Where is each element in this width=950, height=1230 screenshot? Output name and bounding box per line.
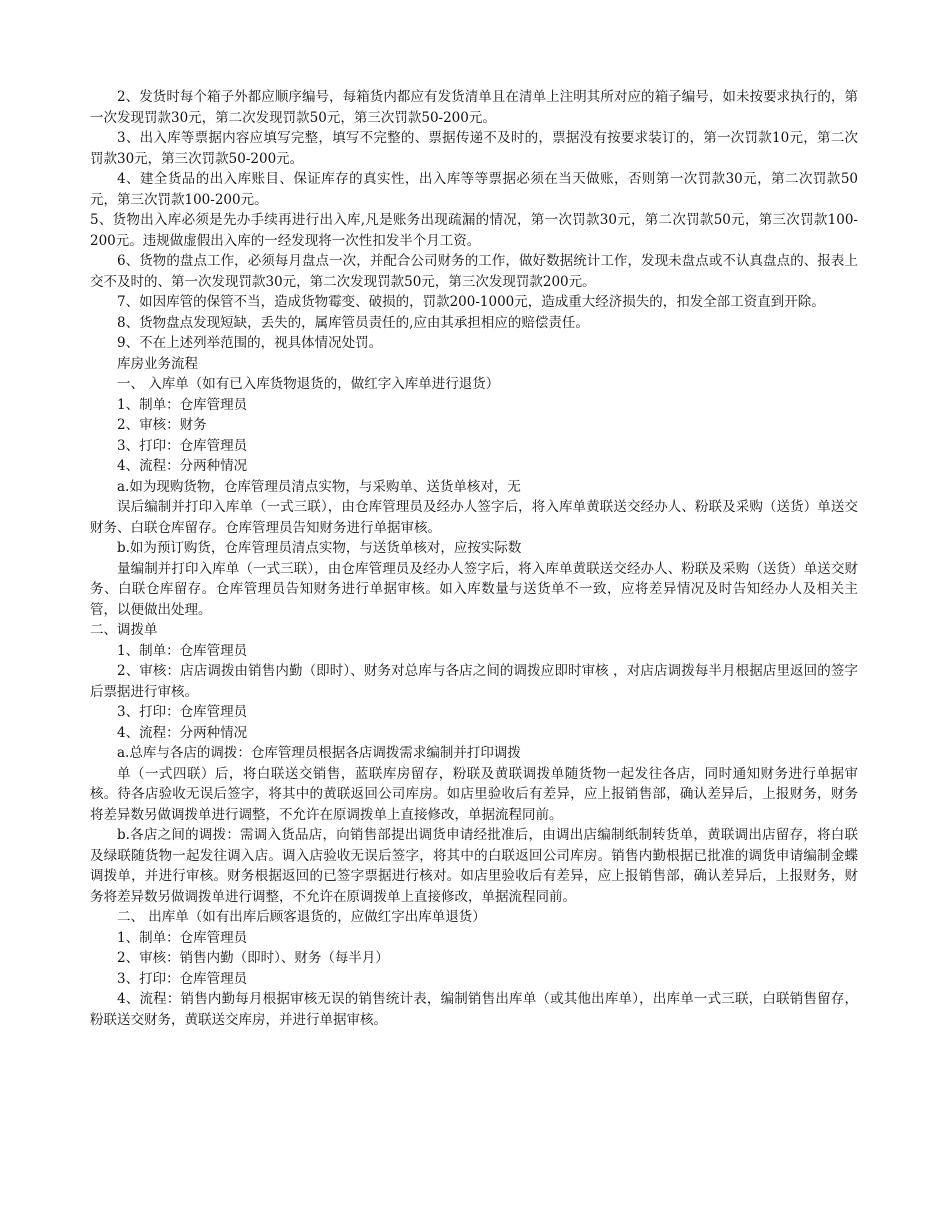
list-item: 3、打印：仓库管理员	[117, 970, 248, 987]
paragraph: 误后编制并打印入库单（一式三联），由仓库管理员及经办人签字后，将入库单黄联送交经办人、粉联及采购（送货）单送交财务、白联仓库留存。仓库管理员告知财务进行单据审核。	[90, 499, 858, 536]
section-heading: 一、 入库单（如有已入库货物退货的，做红字入库单进行退货）	[117, 376, 500, 392]
document-body	[90, 87, 858, 1030]
list-item: 2、审核：店店调拨由销售内勤（即时）、财务对总库与各店之间的调拨应即时审核 ，对店店调拨每半月根据店里返回的签字后票据进行审核。	[90, 663, 858, 700]
list-item: 4、流程：销售内勤每月根据审核无误的销售统计表，编制销售出库单（或其他出库单），出库单一式三联，白联销售留存，粉联送交财务，黄联送交库房，并进行单据审核。	[90, 991, 858, 1028]
list-item: 1、制单：仓库管理员	[117, 929, 248, 946]
paragraph: b.各店之间的调拨：需调入货品店，向销售部提出调货申请经批准后，由调出店编制纸制转货单，黄联调出店留存，将白联及绿联随货物一起发往调入店。调入店验收无误后签字，将其中的白联返回公司库房。销售内勤根据已批准的调货申请编制金蝶调拨单，并进行审核。财务根据返回的已签字票据进行核对。如店里验收后有差异，应上报销售部，确认差异后，上报财务，财务将差异数另做调拨单进行调整，不允许在原调拨单上直接修改，单据流程同前。	[90, 827, 858, 905]
list-item: 3、打印：仓库管理员	[117, 704, 248, 720]
paragraph: 9、不在上述列举范围的，视具体情况处罚。	[117, 335, 383, 351]
list-item: 3、打印：仓库管理员	[117, 437, 248, 454]
paragraph: 5、货物出入库必须是先办手续再进行出入库,凡是账务出现疏漏的情况，第一次罚款30元，第二次罚款50元，第三次罚款100-200元。违规做虚假出入库的一经发现将一次性扣发半个月工资。	[90, 212, 858, 249]
section-heading: 二、 出库单（如有出库后顾客退货的，应做红字出库单退货）	[117, 909, 486, 925]
list-item: 2、审核：财务	[117, 417, 207, 433]
paragraph: a.总库与各店的调拨：仓库管理员根据各店调拨需求编制并打印调拨	[117, 745, 521, 761]
paragraph: 单（一式四联）后，将白联送交销售，蓝联库房留存，粉联及黄联调拨单随货物一起发往各店，同时通知财务进行单据审核。待各店验收无误后签字，将其中的黄联返回公司库房。如店里验收后有差异，应上报销售部，确认差异后，上报财务，财务将差异数另做调拨单进行调整，不允许在原调拨单上直接修改，单据流程同前。	[90, 765, 858, 823]
paragraph: 3、出入库等票据内容应填写完整，填写不完整的、票据传递不及时的，票据没有按要求装订的，第一次罚款10元，第二次罚款30元，第三次罚款50-200元。	[90, 130, 858, 167]
paragraph: 4、建全货品的出入库账目、保证库存的真实性，出入库等等票据必须在当天做账，否则第一次罚款30元，第二次罚款50元，第三次罚款100-200元。	[90, 171, 858, 208]
paragraph: 量编制并打印入库单（一式三联），由仓库管理员及经办人签字后，将入库单黄联送交经办人、粉联及采购（送货）单送交财务、白联仓库留存。仓库管理员告知财务进行单据审核。如入库数量与送货单不一致，应将差异情况及时告知经办人及相关主管，以便做出处理。	[90, 560, 858, 618]
list-item: 4、流程：分两种情况	[117, 458, 248, 474]
section-heading: 库房业务流程	[117, 355, 198, 372]
paragraph: a.如为现购货物，仓库管理员清点实物，与采购单、送货单核对，无	[117, 478, 521, 495]
paragraph: 7、如因库管的保管不当，造成货物霉变、破损的，罚款200-1000元，造成重大经济损失的，扣发全部工资直到开除。	[117, 294, 825, 310]
list-item: 4、流程：分两种情况	[117, 724, 248, 741]
paragraph: 8、货物盘点发现短缺，丢失的，属库管员责任的,应由其承担相应的赔偿责任。	[117, 314, 589, 331]
section-heading: 二、调拨单	[90, 622, 158, 638]
paragraph: b.如为预订购货，仓库管理员清点实物，与送货单核对，应按实际数	[117, 540, 522, 556]
list-item: 1、制单：仓库管理员	[117, 642, 248, 659]
paragraph: 2、发货时每个箱子外都应顺序编号，每箱货内都应有发货清单且在清单上注明其所对应的箱子编号，如未按要求执行的，第一次发现罚款30元，第二次发现罚款50元，第三次罚款50-200元。	[90, 89, 858, 126]
list-item: 1、制单：仓库管理员	[117, 396, 248, 413]
paragraph: 6、货物的盘点工作，必须每月盘点一次，并配合公司财务的工作，做好数据统计工作，发现未盘点或不认真盘点的、报表上交不及时的、第一次发现罚款30元，第二次发现罚款50元，第三次发现罚款200元。	[90, 253, 858, 290]
list-item: 2、审核：销售内勤（即时）、财务（每半月）	[117, 950, 389, 966]
